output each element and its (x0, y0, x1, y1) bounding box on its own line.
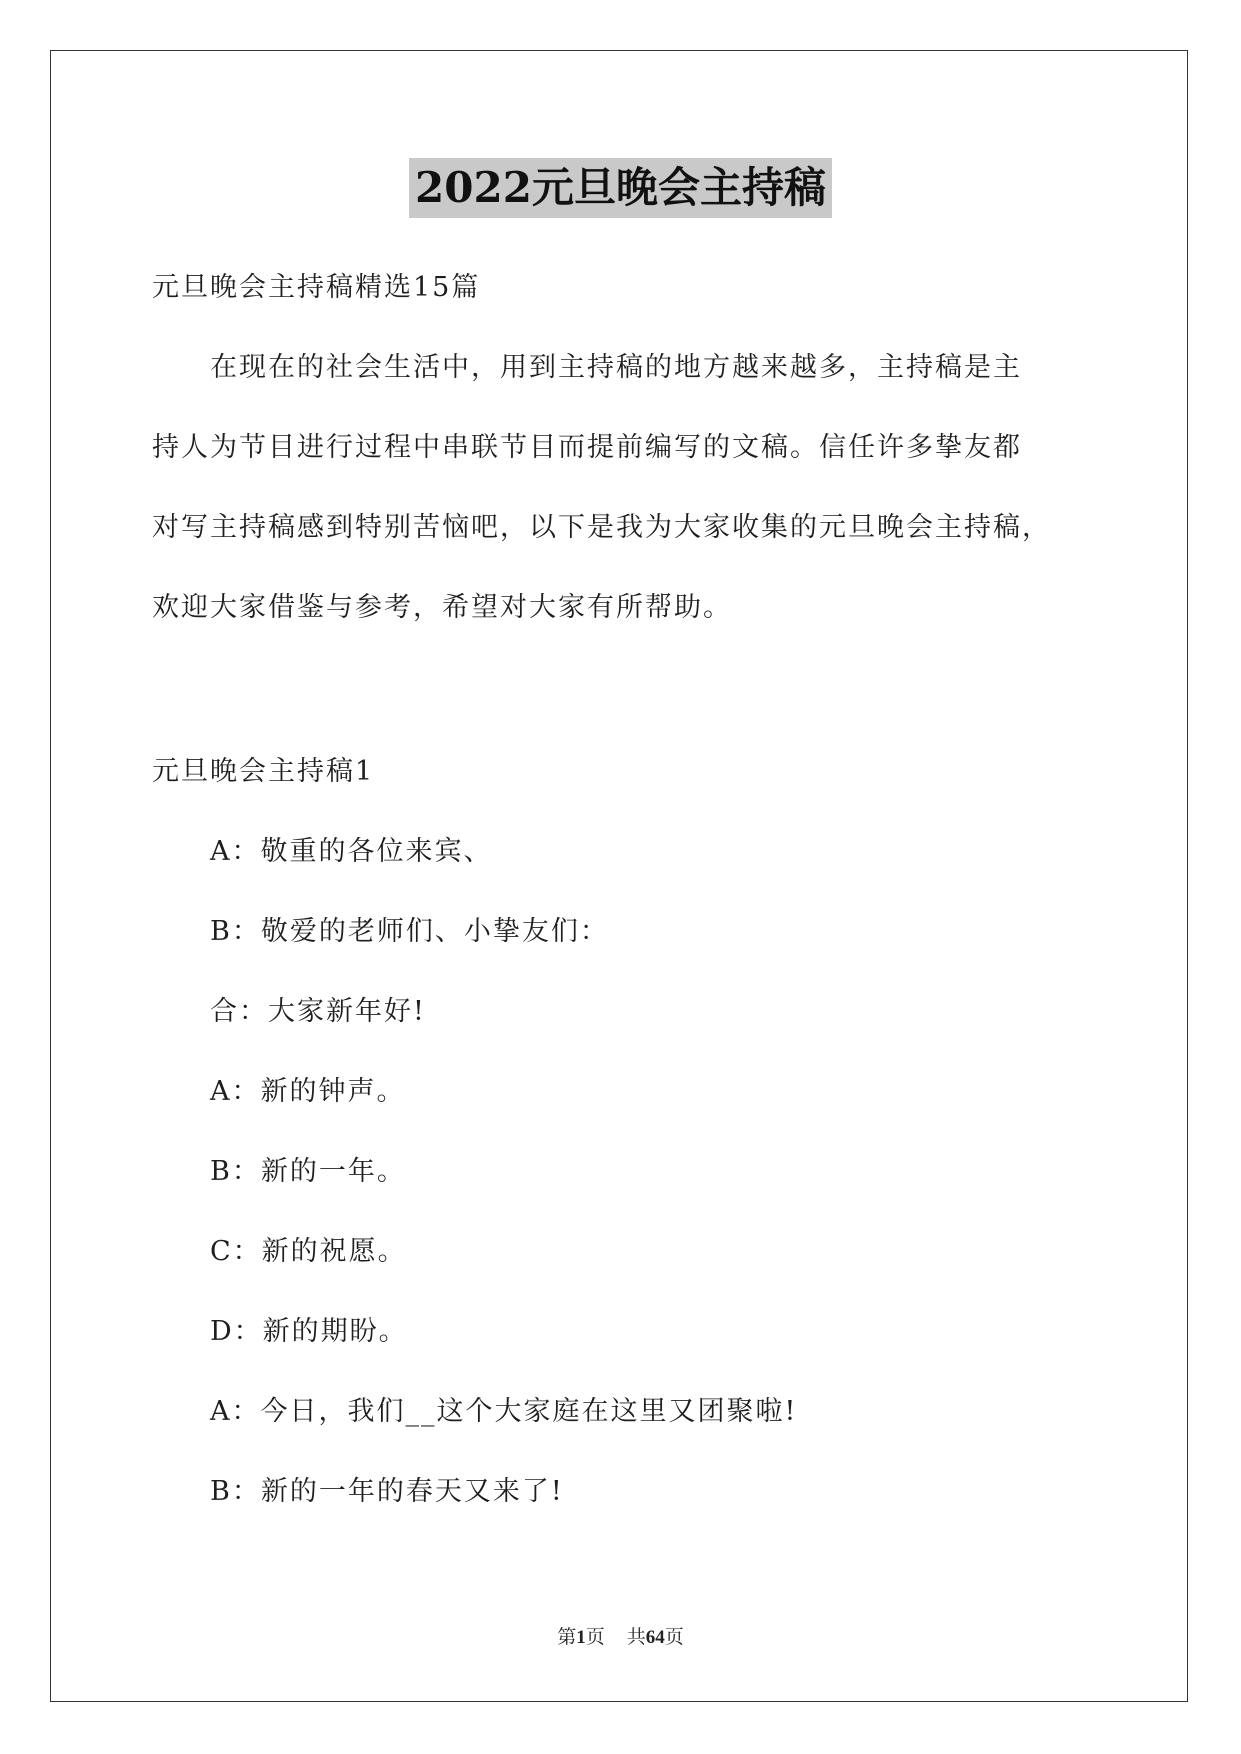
page-current: 1 (576, 1627, 586, 1648)
page-prefix: 第 (557, 1627, 577, 1648)
dialogue-line: B：敬爱的老师们、小挚友们： (210, 916, 609, 947)
page-footer (0, 1622, 1241, 1649)
total-unit: 页 (664, 1627, 684, 1648)
dialogue-line: B：新的一年。 (210, 1156, 406, 1187)
page-total: 64 (645, 1627, 665, 1648)
dialogue-line: A：敬重的各位来宾、 (210, 836, 493, 867)
intro-line-4: 欢迎大家借鉴与参考，希望对大家有所帮助。 (152, 592, 732, 623)
document-title-wrapper (0, 158, 1241, 218)
dialogue-line: A：今日，我们__这个大家庭在这里又团聚啦! (210, 1396, 798, 1427)
dialogue-line: 合：大家新年好! (210, 996, 426, 1027)
intro-line-3: 对写主持稿感到特别苦恼吧，以下是我为大家收集的元旦晚会主持稿， (152, 512, 1051, 543)
intro-line-2: 持人为节目进行过程中串联节目而提前编写的文稿。信任许多挚友都 (152, 432, 1022, 463)
document-title: 2022元旦晚会主持稿 (409, 158, 832, 218)
page-unit: 页 (585, 1627, 605, 1648)
total-prefix: 共 (626, 1627, 646, 1648)
dialogue-line: A：新的钟声。 (210, 1076, 406, 1107)
dialogue-line: D：新的期盼。 (210, 1316, 408, 1347)
intro-line-1: 在现在的社会生活中，用到主持稿的地方越来越多，主持稿是主 (210, 352, 1022, 383)
document-subtitle: 元旦晚会主持稿精选15篇 (152, 272, 481, 303)
dialogue-line: C：新的祝愿。 (210, 1236, 407, 1267)
dialogue-line: B：新的一年的春天又来了! (210, 1476, 564, 1507)
section-heading: 元旦晚会主持稿1 (152, 756, 375, 787)
